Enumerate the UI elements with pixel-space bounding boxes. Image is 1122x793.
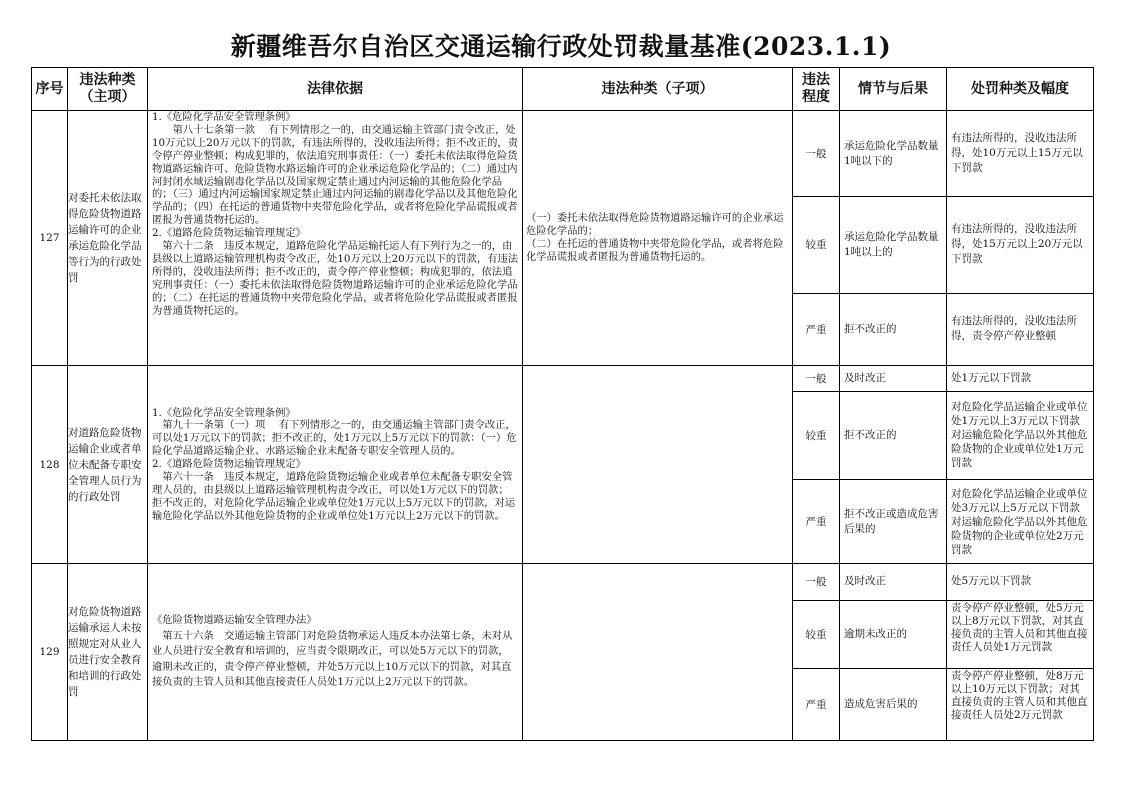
penalty-cell: 有违法所得的，没收违法所得，处10万元以上15万元以下罚款 xyxy=(947,111,1094,197)
header-main-type: 违法种类（主项） xyxy=(68,68,148,111)
row-main-type: 对道路危险货物运输企业或者单位未配备专职安全管理人员行为的行政处罚 xyxy=(68,365,148,564)
circumstance-cell: 承运危险化学品数量1吨以下的 xyxy=(840,111,947,197)
header-seq: 序号 xyxy=(32,68,68,111)
header-row xyxy=(32,68,1094,111)
row-sub-type xyxy=(523,365,793,564)
circumstance-cell: 拒不改正的 xyxy=(840,391,947,479)
row-sub-type: （一）委托未依法取得危险货物道路运输许可的企业承运危险化学品的； （二）在托运的普通货物中夹带危险化学品，或者将危险化学品谎报或者匿报为普通货物托运的。 xyxy=(523,111,793,366)
header-basis: 法律依据 xyxy=(148,68,523,111)
circumstance-cell: 承运危险化学品数量1吨以上的 xyxy=(840,197,947,293)
circumstance-cell: 及时改正 xyxy=(840,365,947,391)
penalty-cell: 有违法所得的，没收违法所得，处15万元以上20万元以下罚款 xyxy=(947,197,1094,293)
page-title: 新疆维吾尔自治区交通运输行政处罚裁量基准(2023.1.1) xyxy=(230,32,892,61)
header-penalty: 处罚种类及幅度 xyxy=(947,68,1094,111)
row-main-type: 对危险货物道路运输承运人未按照规定对从业人员进行安全教育和培训的行政处罚 xyxy=(68,564,148,741)
circumstance-cell: 及时改正 xyxy=(840,564,947,600)
table-row xyxy=(32,564,1094,600)
table-row xyxy=(32,365,1094,391)
degree-cell: 较重 xyxy=(793,600,840,668)
penalty-cell: 责令停产停业整顿，处8万元以上10万元以下罚款；对其直接负责的主管人员和其他直接责任人员处2万元罚款 xyxy=(947,668,1094,740)
row-seq: 128 xyxy=(32,365,68,564)
degree-cell: 一般 xyxy=(793,564,840,600)
circumstance-cell: 拒不改正的 xyxy=(840,293,947,365)
circumstance-cell: 拒不改正或造成危害后果的 xyxy=(840,480,947,564)
penalty-cell: 责令停产停业整顿，处5万元以上8万元以下罚款，对其直接负责的主管人员和其他直接责任人员处1万元罚款 xyxy=(947,600,1094,668)
degree-cell: 严重 xyxy=(793,668,840,740)
table-row xyxy=(32,111,1094,197)
header-circumstance: 情节与后果 xyxy=(840,68,947,111)
row-legal-basis: 1.《危险化学品安全管理条例》 第九十一条第（一）项 有下列情形之一的，由交通运输主管部门责令改正，可以处1万元以下的罚款；拒不改正的，处1万元以上5万元以下的罚款：（一）危险化学品道路运输企业、水路运输企业未配备专职安全管理人员的。 2.《道路危险货物运输管理规定》 第六十一条 违反本规定，道路危险货物运输企业或者单位未配备专职安全管理人员的，由县级以上道路运输管理机构责令改正，可以处1万元以下的罚款；拒不改正的，对危险化学品运输企业或单位处1万元以上5万元以下的罚款，对运输危险化学品以外其他危险货物的企业或单位处1万元以上2万元以下的罚款。 xyxy=(148,365,523,564)
penalty-cell: 对危险化学品运输企业或单位处1万元以上3万元以下罚款对运输危险化学品以外其他危险货物的企业或单位处1万元罚款 xyxy=(947,391,1094,479)
degree-cell: 严重 xyxy=(793,480,840,564)
row-seq: 127 xyxy=(32,111,68,366)
row-legal-basis: 《危险货物道路运输安全管理办法》 第五十六条 交通运输主管部门对危险货物承运人违反本办法第七条，未对从业人员进行安全教育和培训的，应当责令限期改正，可以处5万元以下的罚款，逾期未改正的，责令停产停业整顿，并处5万元以上10万元以下的罚款，对其直接负责的主管人员和其他直接责任人员处1万元以上2万元以下的罚款。 xyxy=(148,564,523,741)
penalty-standards-table xyxy=(31,67,1094,741)
row-main-type: 对委托未依法取得危险货物道路运输许可的企业承运危险化学品等行为的行政处罚 xyxy=(68,111,148,366)
row-legal-basis: 1.《危险化学品安全管理条例》 第八十七条第一款 有下列情形之一的，由交通运输主管部门责令改正，处10万元以上20万元以下的罚款，有违法所得的，没收违法所得；拒不改正的，责令停产停业整顿；构成犯罪的，依法追究刑事责任：（一）委托未依法取得危险货物道路运输许可、危险货物水路运输许可的企业承运危险化学品的；（二）通过内河封闭水域运输剧毒化学品以及国家规定禁止通过内河运输的其他危险化学品的；（三）通过内河运输国家规定禁止通过内河运输的剧毒化学品以及其他危险化学品的；（四）在托运的普通货物中夹带危险化学品，或者将危险化学品谎报或者匿报为普通货物托运的。 2.《道路危险货物运输管理规定》 第六十二条 违反本规定，道路危险化学品运输托运人有下列行为之一的，由县级以上道路运输管理机构责令改正，处10万元以上20万元以下的罚款，有违法所得的，没收违法所得；拒不改正的，责令停产停业整顿；构成犯罪的，依法追究刑事责任：（一）委托未依法取得危险货物道路运输许可的企业承运危险化学品的；（二）在托运的普通货物中夹带危险化学品，或者将危险化学品谎报或者匿报为普通货物托运的。 xyxy=(148,111,523,366)
penalty-cell: 处5万元以下罚款 xyxy=(947,564,1094,600)
degree-cell: 严重 xyxy=(793,293,840,365)
degree-cell: 一般 xyxy=(793,111,840,197)
row-sub-type xyxy=(523,564,793,741)
circumstance-cell: 逾期未改正的 xyxy=(840,600,947,668)
degree-cell: 较重 xyxy=(793,197,840,293)
degree-cell: 较重 xyxy=(793,391,840,479)
header-sub-type: 违法种类（子项） xyxy=(523,68,793,111)
penalty-cell: 处1万元以下罚款 xyxy=(947,365,1094,391)
header-degree: 违法程度 xyxy=(793,68,840,111)
circumstance-cell: 造成危害后果的 xyxy=(840,668,947,740)
penalty-cell: 有违法所得的，没收违法所得，责令停产停业整顿 xyxy=(947,293,1094,365)
penalty-cell: 对危险化学品运输企业或单位处3万元以上5万元以下罚款对运输危险化学品以外其他危险货物的企业或单位处2万元罚款 xyxy=(947,480,1094,564)
degree-cell: 一般 xyxy=(793,365,840,391)
row-seq: 129 xyxy=(32,564,68,741)
